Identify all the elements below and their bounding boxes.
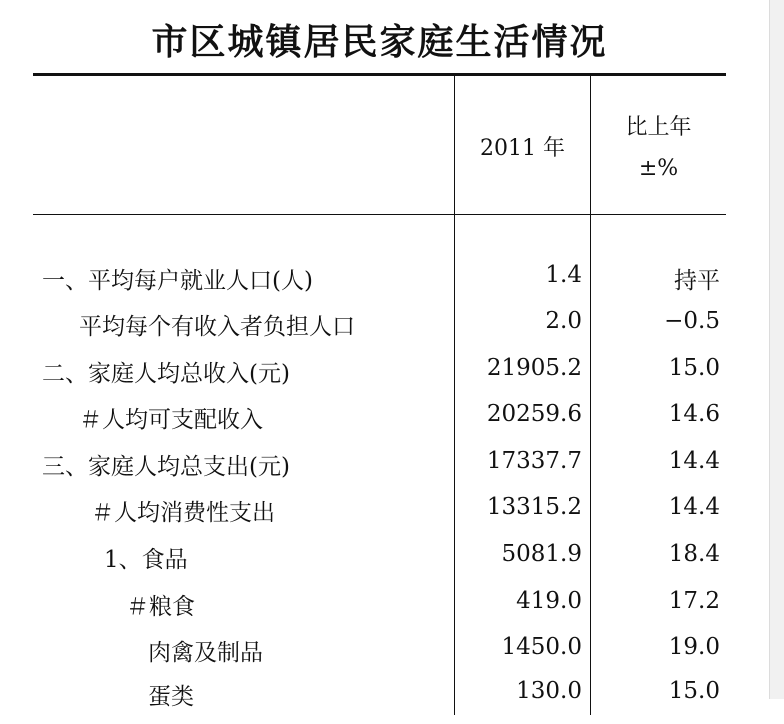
top-rule <box>33 73 726 76</box>
row-label: 三、家庭人均总支出(元) <box>42 454 290 480</box>
row-change: 持平 <box>674 268 720 294</box>
row-change: 14.4 <box>668 448 720 474</box>
table-row <box>0 262 784 308</box>
row-value: 130.0 <box>516 678 582 704</box>
row-label: 平均每个有收入者负担人口 <box>79 314 355 340</box>
row-value: 1.4 <box>545 262 582 288</box>
row-value: 17337.7 <box>486 448 582 474</box>
row-label: ＃人均消费性支出 <box>91 500 275 526</box>
table-row <box>0 494 784 540</box>
page-title: 市区城镇居民家庭生活情况 <box>151 22 608 63</box>
header-rule <box>33 214 726 215</box>
row-value: 13315.2 <box>486 494 582 520</box>
row-change: 15.0 <box>668 678 720 704</box>
row-change: 17.2 <box>668 588 720 614</box>
row-change: 15.0 <box>668 355 720 381</box>
row-label: 肉禽及制品 <box>148 640 263 666</box>
row-value: 5081.9 <box>501 541 582 567</box>
table-row <box>0 588 784 634</box>
table-row <box>0 448 784 494</box>
row-label: 二、家庭人均总收入(元) <box>42 361 290 387</box>
row-value: 419.0 <box>516 588 582 614</box>
header-compare-line1: 比上年 <box>625 115 692 140</box>
table-row <box>0 634 784 680</box>
vertical-scrollbar[interactable] <box>769 0 784 699</box>
row-change: 19.0 <box>668 634 720 660</box>
row-change: −0.5 <box>664 308 720 334</box>
row-change: 14.6 <box>668 401 720 427</box>
row-label: 蛋类 <box>148 684 194 710</box>
row-value: 1450.0 <box>501 634 582 660</box>
row-label: ＃人均可支配收入 <box>79 407 263 433</box>
row-label: ＃粮食 <box>126 594 195 620</box>
header-compare-line2: ±% <box>638 156 679 181</box>
table-row <box>0 308 784 354</box>
row-value: 21905.2 <box>486 355 582 381</box>
header-year: 2011 年 <box>480 136 565 161</box>
table-row <box>0 678 784 724</box>
row-label: 1、食品 <box>104 547 188 573</box>
row-change: 14.4 <box>668 494 720 520</box>
table-row <box>0 355 784 401</box>
row-value: 20259.6 <box>486 401 582 427</box>
table-row <box>0 541 784 587</box>
row-value: 2.0 <box>545 308 582 334</box>
row-change: 18.4 <box>668 541 720 567</box>
table-row <box>0 401 784 447</box>
row-label: 一、平均每户就业人口(人) <box>42 268 313 294</box>
